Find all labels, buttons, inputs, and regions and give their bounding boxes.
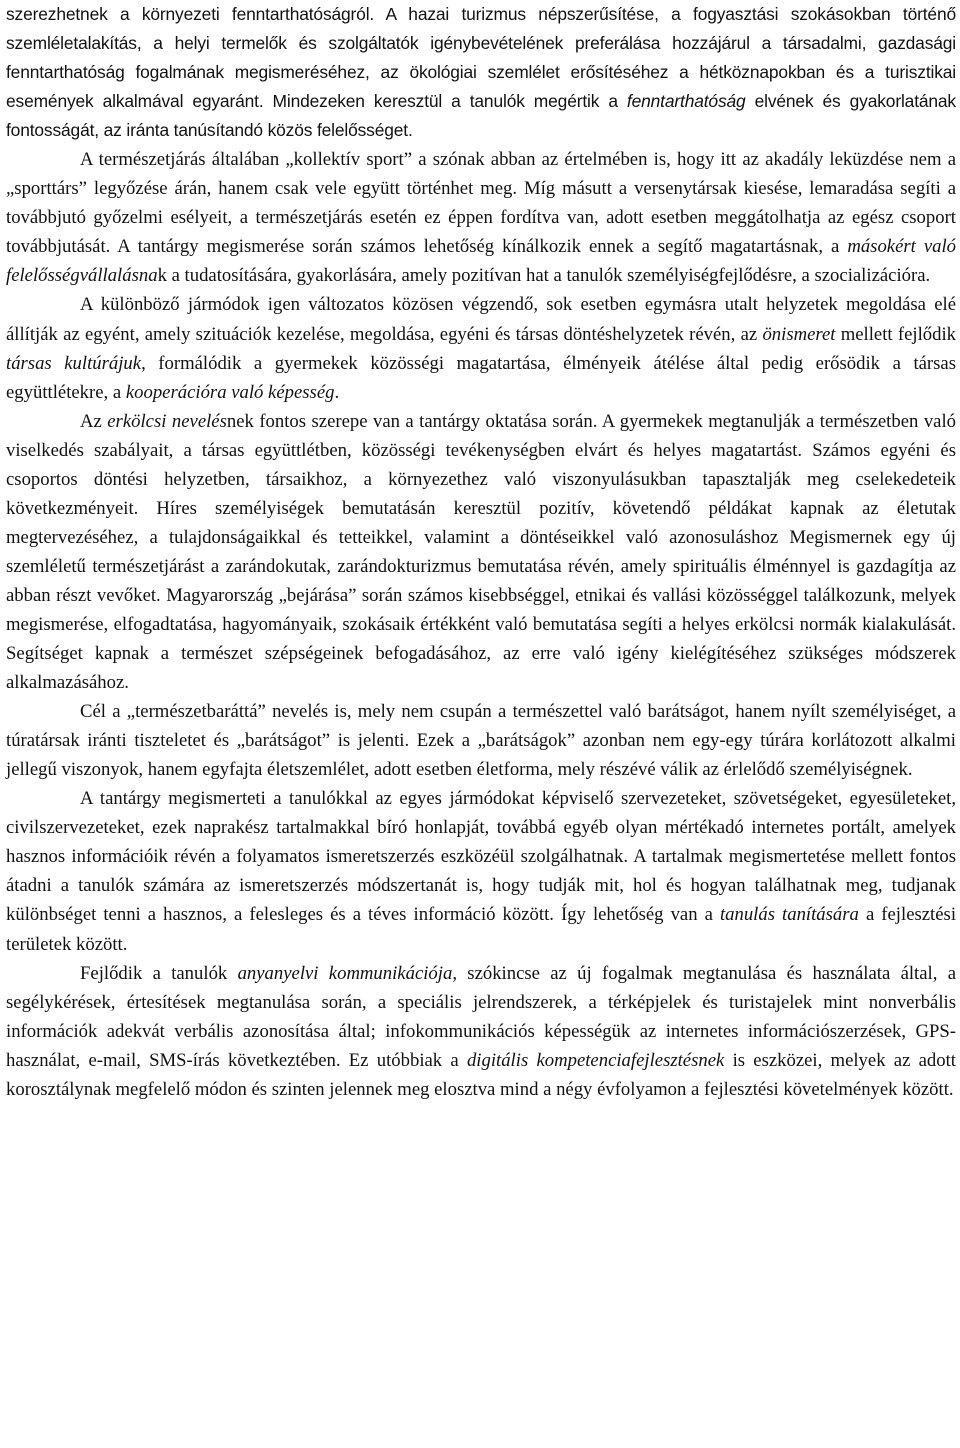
paragraph-7-text-c: is eszközei, melyek az adott korosztálynak megfelelő módon és szinten jelennek meg elosztva mind a négy évfolyamon a fejlesztési követelmények között.: [6, 1049, 956, 1100]
paragraph-4-text-b: nek fontos szerepe van a tantárgy oktatása során. A gyermekek megtanulják a természetben való viselkedés szabályait, a társas együttlétben, közösségi tevékenységben elvárt és helyes magatartást. Számos egyéni és csoportos döntési helyzetben, társaikhoz, a környezethez való viszonyulásukban tapasztalják meg cselekedeteik következményeit. Híres személyiségek bemutatásán keresztül pozitív, követendő példákat kapnak az életutak megtervezéséhez, a tulajdonságaikkal és tetteikkel, valamint a döntéseikkel való azonosuláshoz Megismernek egy új szemléletű természetjárást a zarándokutak, zarándokturizmus bemutatása révén, amely spirituális élménnyel is gazdagítja az abban részt vevőket. Magyarország „bejárása” során számos kisebbséggel, etnikai és vallási közösséggel találkozunk, melyek megismerése, elfogadtatása, hagyományaik, szokásaik értékként való bemutatása segíti a helyes erkölcsi normák kialakulását. Segítséget kapnak a természet szépségeinek befogadásához, az erre való igény kielégítéséhez szükséges módszerek alkalmazásához.: [6, 410, 956, 694]
paragraph-6-italic-1: tanulás tanítására: [719, 904, 859, 926]
paragraph-3-italic-1: önismeret: [762, 323, 836, 345]
paragraph-1-italic: fenntarthatóság: [626, 91, 746, 112]
paragraph-3-text-c: , formálódik a gyermekek közösségi magatartása, élményeik átélése által pedig erősödik a társas együttlétekre, a: [6, 352, 956, 403]
paragraph-4-text-a: Az: [80, 410, 108, 432]
paragraph-2: [6, 145, 956, 290]
paragraph-7-text-a: Fejlődik a tanulók: [80, 962, 238, 984]
paragraph-3-text-a: A különböző jármódok igen változatos közösen végzendő, sok esetben egymásra utalt helyzetek megoldása elé állítják az egyént, amely szituációk kezelése, megoldása, egyéni és társas döntéshelyzetek révén, az: [6, 294, 956, 345]
paragraph-6: [6, 784, 956, 958]
paragraph-4-italic-1: erkölcsi nevelés: [107, 410, 227, 432]
paragraph-4: [6, 407, 956, 697]
paragraph-3-italic-3: kooperációra való képesség: [125, 381, 335, 403]
paragraph-6-text-a: A tantárgy megismerteti a tanulókkal az egyes jármódokat képviselő szervezeteket, szövetségeket, egyesületeket, civilszervezeteket, ezek naprakész tartalmakkal bíró honlapját, továbbá egyéb olyan mértékadó internetes portált, amelyek hasznos információik révén a folyamatos ismeretszerzés eszközéül szolgálhatnak. A tartalmak megismertetése mellett fontos átadni a tanulók számára az ismeretszerzés módszertanát is, hogy tudják mit, hol és hogyan találhatnak meg, tudjanak különbséget tenni a hasznos, a felesleges és a téves információ között. Így lehetőség van a: [6, 788, 956, 926]
paragraph-3: [6, 290, 956, 406]
paragraph-7-italic-1: anyanyelvi kommunikációja: [237, 962, 453, 984]
paragraph-5: [6, 697, 956, 784]
paragraph-3-text-d: .: [334, 381, 340, 403]
paragraph-1-text-a: szerezhetnek a környezeti fenntarthatóságról. A hazai turizmus népszerűsítése, a fogyasztási szokásokban történő szemléletalakítás, a helyi termelők és szolgáltatók igénybevételének preferálása hozzájárul a társadalmi, gazdasági fenntarthatóság fogalmának megismeréséhez, az ökológiai szemlélet erősítéséhez a hétköznapokban és a turisztikai események alkalmával egyaránt.: [6, 4, 956, 112]
paragraph-5-text-a: Cél a „természetbaráttá” nevelés is, mely nem csupán a természettel való barátságot, hanem nyílt személyiséget, a túratársak iránti tiszteletet és „barátságot” is jelenti. Ezek a „barátságok” azonban nem egy-egy túrára korlátozott alkalmi jellegű viszonyok, hanem egyfajta életszemlélet, adott esetben életforma, mely részévé válik az érlelődő személyiségnek.: [6, 701, 956, 781]
paragraph-6-text-b: a fejlesztési területek között.: [6, 904, 957, 955]
paragraph-7-italic-2: digitális kompetenciafejlesztésnek: [466, 1049, 725, 1071]
paragraph-1-text-b: Mindezeken keresztül a tanulók megértik a: [263, 91, 627, 112]
paragraph-7-text-b: , szókincse az új fogalmak megtanulása és használata által, a segélykérések, értesítések megtanulása során, a speciális jelrendszerek, a térképjelek és turistajelek mint nonverbális információk adekvát verbális azonosítása által; infokommunikációs képességük az internetes információszerzések, GPS-használat, e-mail, SMS-írás következtében. Ez utóbbiak a: [6, 962, 956, 1071]
paragraph-1: [6, 0, 956, 145]
paragraph-3-text-b: mellett fejlődik: [835, 323, 956, 345]
document-page: [6, 0, 956, 1104]
paragraph-2-text-a: A természetjárás általában „kollektív sport” a szónak abban az értelmében is, hogy itt az akadály leküzdése nem a „sporttárs” legyőzése árán, hanem csak vele együtt történhet meg. Míg másutt a versenytársak kiesése, lemaradása segíti a továbbjutó győzelmi esélyeit, a természetjárás esetén ez éppen fordítva van, adott esetben meggátolhatja az egész csoport továbbjutását. A tantárgy megismerése során számos lehetőség kínálkozik ennek a segítő magatartásnak, a: [6, 149, 956, 258]
paragraph-2-text-b: k a tudatosítására, gyakorlására, amely pozitívan hat a tanulók személyiségfejlődésre, a szocializációra.: [157, 265, 931, 287]
paragraph-7: [6, 959, 956, 1104]
paragraph-1-text-c: elvének és gyakorlatának fontosságát, az iránta tanúsítandó közös felelősséget.: [6, 91, 956, 141]
paragraph-2-italic-1: másokért való felelősségvállalásna: [6, 236, 956, 287]
paragraph-3-italic-2: társas kultúrájuk: [6, 352, 142, 374]
